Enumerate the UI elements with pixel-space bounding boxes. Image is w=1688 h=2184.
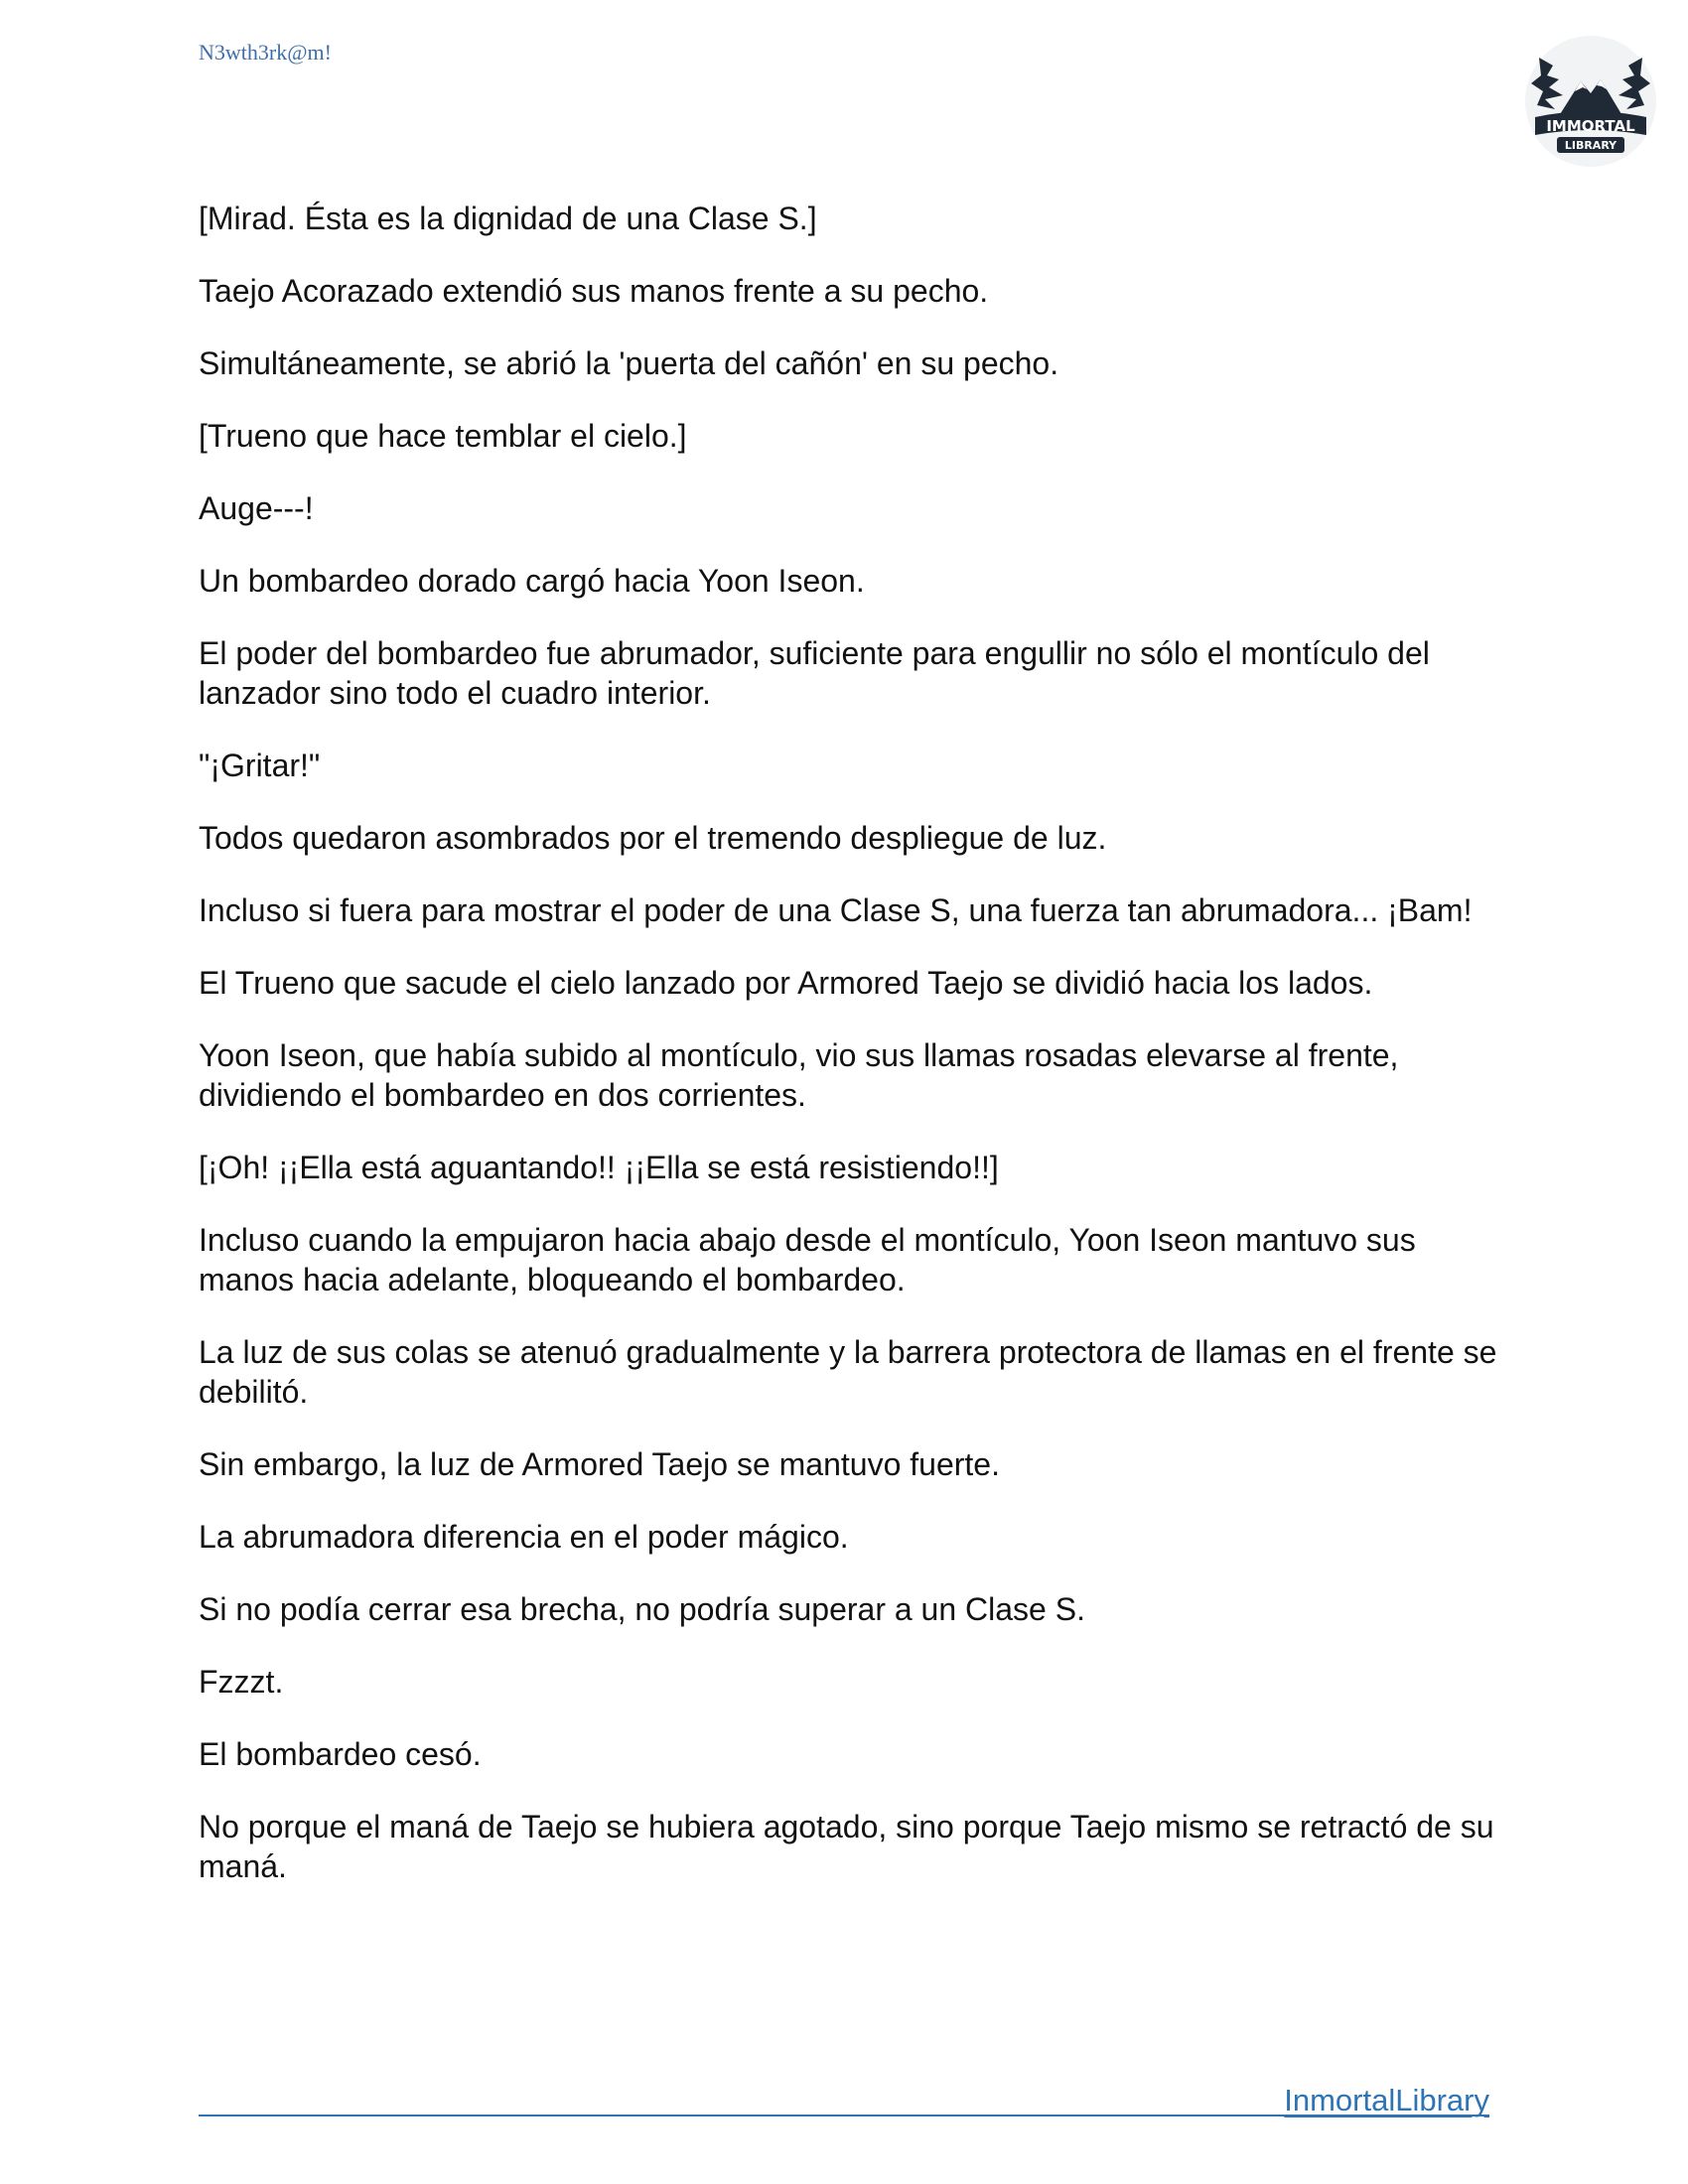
- paragraph: Un bombardeo dorado cargó hacia Yoon Iseon.: [199, 563, 865, 599]
- paragraph: El Trueno que sacude el cielo lanzado por Armored Taejo se dividió hacia los lados.: [199, 965, 1373, 1001]
- paragraph: El poder del bombardeo fue abrumador, suficiente para engullir no sólo el montículo del lanzador sino todo el cuadro interior.: [199, 635, 1430, 711]
- paragraph: [Trueno que hace temblar el cielo.]: [199, 418, 687, 454]
- logo-text-top: IMMORTAL: [1546, 117, 1635, 135]
- immortal-library-logo: [1519, 36, 1662, 175]
- paragraph: Fzzzt.: [199, 1664, 284, 1700]
- paragraph: Sin embargo, la luz de Armored Taejo se mantuvo fuerte.: [199, 1446, 1000, 1482]
- paragraph: La abrumadora diferencia en el poder mágico.: [199, 1519, 849, 1555]
- header-watermark: N3wth3rk@m!: [199, 40, 332, 65]
- paragraph: Auge---!: [199, 490, 314, 526]
- paragraph: El bombardeo cesó.: [199, 1736, 482, 1772]
- logo-text-bottom: LIBRARY: [1564, 139, 1618, 152]
- paragraph: No porque el maná de Taejo se hubiera agotado, sino porque Taejo mismo se retractó de su maná.: [199, 1809, 1494, 1884]
- paragraph: Incluso cuando la empujaron hacia abajo desde el montículo, Yoon Iseon mantuvo sus manos hacia adelante, bloqueando el bombardeo.: [199, 1222, 1416, 1297]
- paragraph: Todos quedaron asombrados por el tremendo despliegue de luz.: [199, 820, 1107, 856]
- paragraph: La luz de sus colas se atenuó gradualmente y la barrera protectora de llamas en el frente se debilitó.: [199, 1334, 1497, 1410]
- paragraph: Yoon Iseon, que había subido al montículo, vio sus llamas rosadas elevarse al frente, dividiendo el bombardeo en dos corrientes.: [199, 1037, 1399, 1113]
- paragraph: [¡Oh! ¡¡Ella está aguantando!! ¡¡Ella se está resistiendo!!]: [199, 1150, 999, 1185]
- paragraph: Taejo Acorazado extendió sus manos frente a su pecho.: [199, 273, 989, 309]
- paragraph: [Mirad. Ésta es la dignidad de una Clase S.]: [199, 201, 817, 236]
- paragraph: Simultáneamente, se abrió la 'puerta del cañón' en su pecho.: [199, 345, 1059, 381]
- paragraph: "¡Gritar!": [199, 748, 321, 783]
- footer-link[interactable]: InmortalLibrary: [1284, 2083, 1489, 2117]
- chapter-body: [199, 199, 1509, 1919]
- paragraph: Incluso si fuera para mostrar el poder de una Clase S, una fuerza tan abrumadora... ¡Bam!: [199, 892, 1473, 928]
- paragraph: Si no podía cerrar esa brecha, no podría superar a un Clase S.: [199, 1591, 1085, 1627]
